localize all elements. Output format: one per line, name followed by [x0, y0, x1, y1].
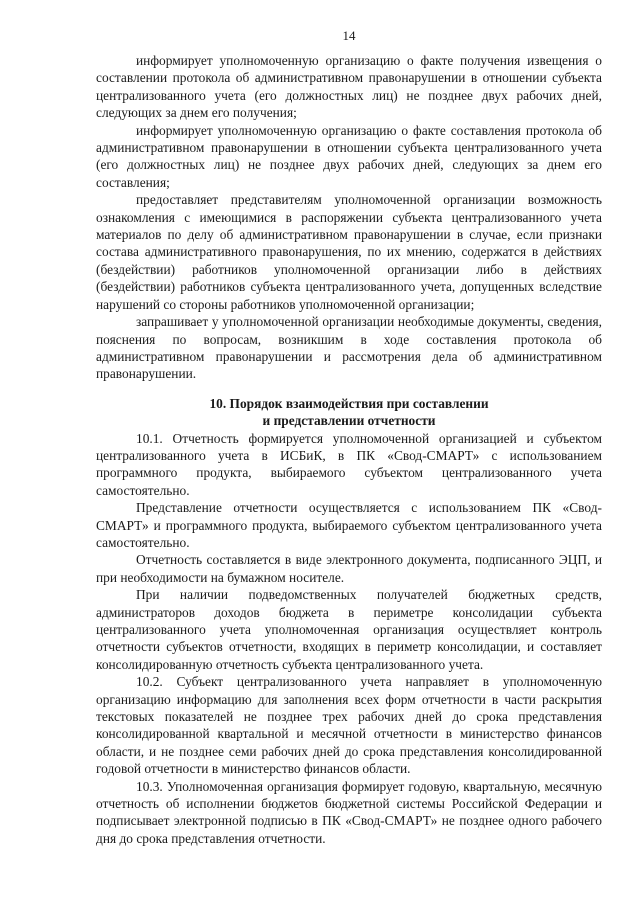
paragraph-inform-protocol-drawn: информирует уполномоченную организацию о факте составления протокола об административном правонарушении в отношении субъекта централизованного учета (его должностных лиц) не позднее двух рабочих дней, следующих за днем его составления;	[96, 122, 602, 190]
document-page	[96, 28, 602, 847]
paragraph-provide-access: предоставляет представителям уполномоченной организации возможность ознакомления с имеющимися в распоряжении субъекта централизованного учета материалов по делу об административном правонарушении в случае, если признаки состава административного правонарушения, по их мнению, содержатся в действиях (бездействии) работников уполномоченной организации либо в действиях (бездействии) работников субъекта централизованного учета, допущенных вследствие нарушений со стороны работников уполномоченной организации;	[96, 192, 602, 312]
section-heading-line1: 10. Порядок взаимодействия при составлении	[209, 395, 489, 411]
paragraph-reporting-submission: Представление отчетности осуществляется с использованием ПК «Свод-СМАРТ» и программного продукта, выбираемого субъектом централизованного учета самостоятельно.	[96, 500, 602, 550]
paragraph-electronic-document: Отчетность составляется в виде электронного документа, подписанного ЭЦП, и при необходимости на бумажном носителе.	[96, 552, 602, 585]
paragraph-10-3: 10.3. Уполномоченная организация формирует годовую, квартальную, месячную отчетность об исполнении бюджетов бюджетной системы Российской Федерации и подписывает электронной подписью в ПК «Свод-СМАРТ» не позднее одного рабочего дня до срока представления отчетности.	[96, 778, 602, 846]
paragraph-10-1: 10.1. Отчетность формируется уполномоченной организацией и субъектом централизованного учета в ИСБиК, в ПК «Свод-СМАРТ» с использованием программного продукта, выбираемого субъектом централизованного учета самостоятельно.	[96, 430, 602, 498]
paragraph-10-2: 10.2. Субъект централизованного учета направляет в уполномоченную организацию информацию для заполнения всех форм отчетности в части раскрытия текстовых показателей не позднее трех рабочих дней до срока представления консолидированной квартальной и месячной отчетности в министерство финансов области, и не позднее семи рабочих дней до срока представления консолидированной годовой отчетности в министерство финансов области.	[96, 674, 602, 777]
page-number: 14	[342, 28, 356, 43]
paragraph-consolidation-control: При наличии подведомственных получателей бюджетных средств, администраторов доходов бюджета в периметре консолидации субъекта централизованного учета уполномоченная организация осуществляет контроль отчетности субъектов отчетности, входящих в периметр консолидации, и составляет консолидированную отчетность субъекта централизованного учета.	[96, 587, 602, 672]
section-heading-line2: и представлении отчетности	[262, 413, 436, 429]
paragraph-inform-notice-received: информирует уполномоченную организацию о факте получения извещения о составлении протокола об административном правонарушении в отношении субъекта централизованного учета (его должностных лиц) не позднее двух рабочих дней, следующих за днем его получения;	[96, 53, 602, 121]
section-heading	[96, 395, 602, 430]
paragraph-request-documents: запрашивает у уполномоченной организации необходимые документы, сведения, пояснения по вопросам, возникшим в ходе составления протокола об административном правонарушении и рассмотрения дела об административном правонарушении.	[96, 314, 602, 382]
